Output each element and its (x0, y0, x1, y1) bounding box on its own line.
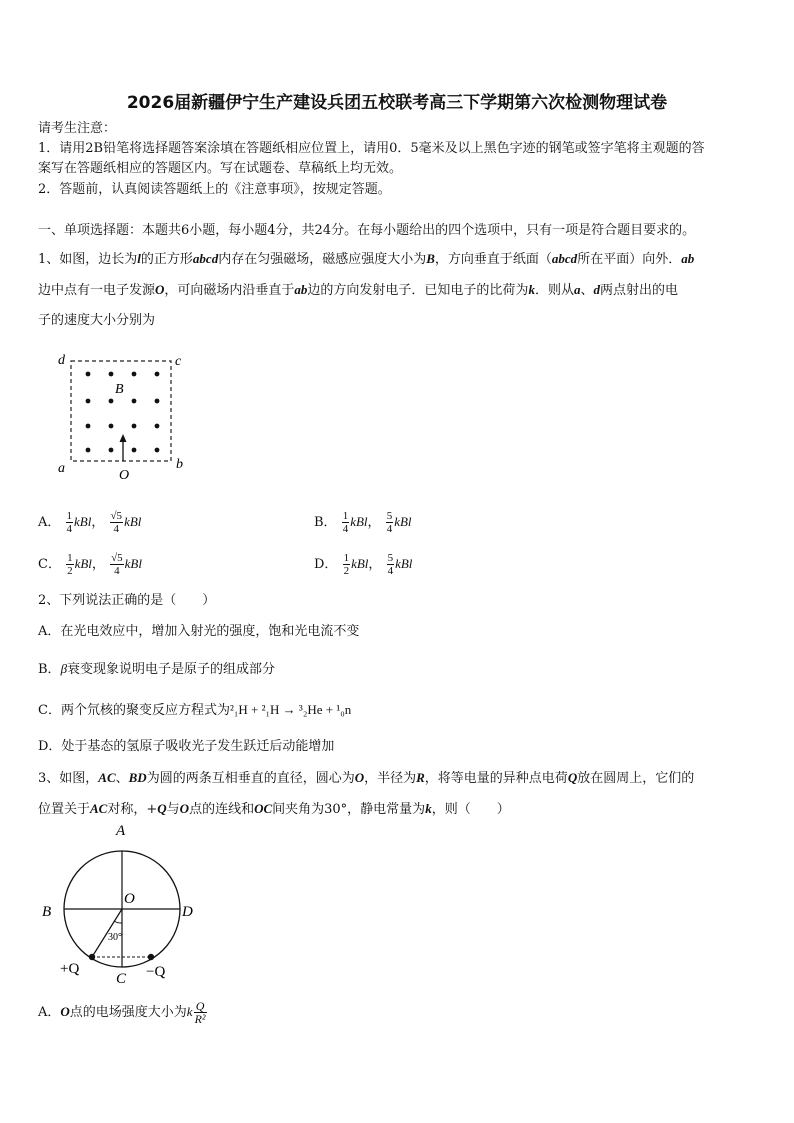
q1-magnetic-field-figure (55, 348, 195, 483)
q3-label-A: A (116, 823, 126, 839)
q1-line1: 1、如图，边长为l的正方形abcd内存在匀强磁场，磁感应强度大小为B，方向垂直于纸面（abcd所在平面）向外．ab (38, 251, 695, 267)
q3-angle-label: 30° (108, 932, 122, 943)
q2-option-d[interactable]: D．处于基态的氢原子吸收光子发生跃迁后动能增加 (38, 739, 335, 754)
notice-item-1a: 1．请用2B铅笔将选择题答案涂填在答题纸相应位置上，请用0．5毫米及以上黑色字迹的钢笔或签字笔将主观题的答 (38, 141, 705, 156)
q1-option-c[interactable]: C． $\frac{1}{2}$ kBl， $\frac{√5}{4}$ kBl (38, 552, 142, 577)
q3-label-C: C (116, 971, 127, 987)
fusion-equation: ²₁H + ²₁H → ³₂He + ¹₀n (229, 702, 352, 717)
q1-option-b[interactable]: B． $\frac{1}{4}$ kBl， $\frac{5}{4}$ kBl (314, 510, 412, 535)
q1-label-d: d (58, 353, 65, 368)
notice-heading: 请考生注意： (38, 121, 117, 136)
q3-label-O: O (124, 891, 135, 907)
q2-option-a[interactable]: A．在光电效应中，增加入射光的强度，饱和光电流不变 (38, 624, 360, 639)
section-heading: 一、单项选择题：本题共6小题，每小题4分，共24分。在每小题给出的四个选项中，只有一项是符合题目要求的。 (38, 223, 696, 238)
q3-label-D: D (182, 904, 193, 920)
q2-option-b[interactable]: B．β衰变现象说明电子是原子的组成部分 (38, 661, 276, 677)
q1-label-c: c (175, 354, 182, 369)
q2-stem: 2、下列说法正确的是（ ） (38, 593, 216, 608)
q1-line2: 边中点有一电子发源O，可向磁场内沿垂直于ab边的方向发射电子．已知电子的比荷为k．则从a、d两点射出的电 (38, 282, 678, 298)
q3-option-a[interactable]: A．O点的电场强度大小为k $\frac{Q}{\text{R²}}$ (38, 999, 206, 1026)
q1-label-b: b (176, 457, 183, 472)
q1-label-a: a (58, 461, 65, 476)
page-title: 2026届新疆伊宁生产建设兵团五校联考高三下学期第六次检测物理试卷 (126, 93, 668, 113)
q3-circle-charges-figure (36, 822, 216, 990)
q1-label-B: B (115, 382, 124, 397)
q1-label-O: O (119, 468, 130, 483)
q1-option-d[interactable]: D． $\frac{1}{2}$ kBl， $\frac{5}{4}$ kBl (314, 552, 413, 577)
q3-label-minus-q: −Q (146, 964, 166, 980)
notice-item-1b: 案写在答题纸相应的答题区内。写在试题卷、草稿纸上均无效。 (38, 161, 403, 176)
q3-label-plus-q: +Q (60, 961, 80, 977)
notice-item-2: 2．答题前，认真阅读答题纸上的《注意事项》，按规定答题。 (38, 182, 391, 197)
q3-label-B: B (42, 904, 52, 920)
q1-option-a[interactable]: A． $\frac{1}{4}$ kBl， $\frac{√5}{4}$ kBl (38, 510, 142, 535)
q1-line3: 子的速度大小分别为 (38, 313, 156, 328)
q2-option-c[interactable]: C．两个氘核的聚变反应方程式为²₁H + ²₁H → ³₂He + ¹₀n (38, 702, 352, 718)
q3-line1: 3、如图，AC、BD为圆的两条互相垂直的直径，圆心为O，半径为R，将等电量的异种点电荷Q放在圆周上，它们的 (38, 770, 695, 786)
q3-line2: 位置关于AC对称，+Q与O点的连线和OC间夹角为30°，静电常量为k，则（ ） (38, 801, 510, 817)
